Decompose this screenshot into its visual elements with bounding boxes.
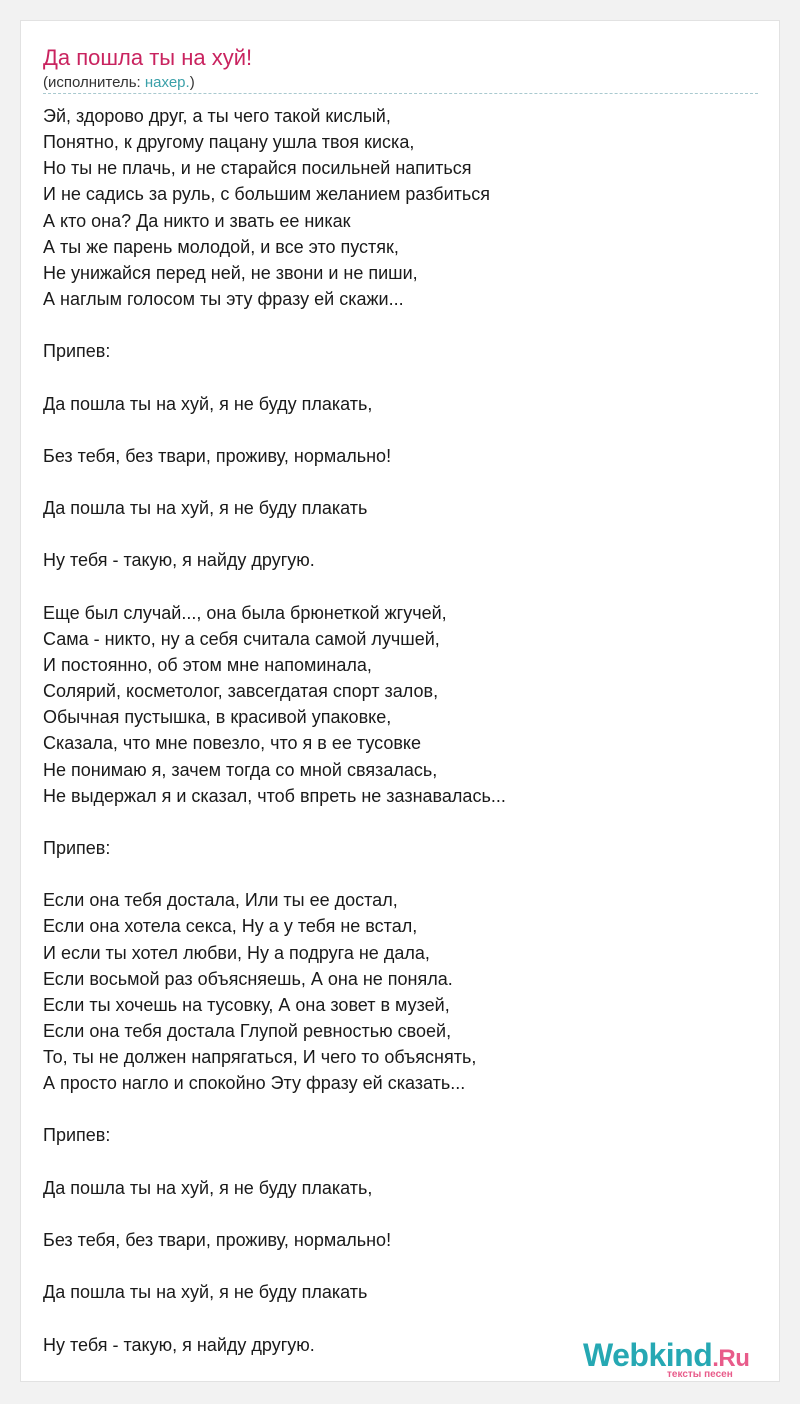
lyric-line: Припев: [43, 341, 111, 362]
title-divider [43, 93, 758, 94]
lyric-line: Обычная пустышка, в красивой упаковке, [43, 707, 392, 728]
lyric-line: А кто она? Да никто и звать ее никак [43, 210, 351, 231]
lyric-line: Понятно, к другому пацану ушла твоя киска, [43, 132, 415, 153]
lyric-gap [43, 1305, 743, 1331]
lyrics-card [20, 20, 780, 1382]
lyric-line: Без тебя, без твари, проживу, нормально! [43, 445, 392, 466]
lyric-gap [43, 1253, 743, 1279]
lyric-line: Без тебя, без твари, проживу, нормально! [43, 1230, 392, 1251]
lyric-line: А наглым голосом ты эту фразу ей скажи... [43, 288, 404, 309]
lyrics-text [43, 103, 743, 1358]
artist-link[interactable]: нахер. [144, 74, 190, 91]
lyric-line: Эй, здорово друг, а ты чего такой кислый, [43, 106, 391, 126]
lyric-line: А просто нагло и спокойно Эту фразу ей сказать... [43, 1073, 466, 1094]
lyric-gap [43, 1149, 743, 1175]
lyric-gap [43, 521, 743, 547]
lyric-line: Сама - никто, ну а себя считала самой лучшей, [43, 628, 440, 649]
lyric-line: Да пошла ты на хуй, я не буду плакать, [43, 393, 373, 414]
lyric-line: Но ты не плачь, и не старайся посильней напиться [43, 158, 472, 179]
lyric-line: Ну тебя - такую, я найду другую. [43, 1334, 315, 1355]
lyric-line: Сказала, что мне повезло, что я в ее тусовке [43, 733, 421, 754]
lyric-line: То, ты не должен напрягаться, И чего то объяснять, [43, 1047, 477, 1068]
lyric-line: Солярий, косметолог, завсегдатая спорт залов, [43, 681, 439, 702]
lyric-gap [43, 809, 743, 835]
lyric-line: Если ты хочешь на тусовку, А она зовет в музей, [43, 994, 450, 1015]
lyric-line: Припев: [43, 1125, 111, 1146]
artist-prefix: (исполнитель: [43, 74, 145, 91]
song-title: Да пошла ты на хуй! [43, 45, 253, 70]
lyric-gap [43, 574, 743, 600]
lyric-line: Да пошла ты на хуй, я не буду плакать [43, 1282, 368, 1303]
lyric-line: Да пошла ты на хуй, я не буду плакать, [43, 1177, 373, 1198]
lyric-line: Если она тебя достала Глупой ревностью своей, [43, 1020, 452, 1041]
lyric-line: И постоянно, об этом мне напоминала, [43, 654, 372, 675]
lyric-line: Не выдержал я и сказал, чтоб впреть не зазнавалась... [43, 785, 506, 806]
lyric-line: Еще был случай..., она была брюнеткой жгучей, [43, 602, 447, 623]
artist-line [43, 73, 195, 93]
lyric-gap [43, 1096, 743, 1122]
logo-tld: .Ru [712, 1345, 750, 1372]
lyric-gap [43, 861, 743, 887]
lyric-gap [43, 1201, 743, 1227]
lyric-line: Не понимаю я, зачем тогда со мной связалась, [43, 759, 438, 780]
lyric-line: Не унижайся перед ней, не звони и не пиши, [43, 262, 418, 283]
logo-main-text: Webkind [583, 1337, 713, 1373]
lyric-line: Припев: [43, 837, 111, 858]
lyric-line: И не садись за руль, с большим желанием разбиться [43, 184, 491, 205]
lyric-gap [43, 312, 743, 338]
lyric-line: Если она хотела секса, Ну а у тебя не встал, [43, 916, 418, 937]
lyric-gap [43, 417, 743, 443]
lyric-gap [43, 469, 743, 495]
lyric-line: Да пошла ты на хуй, я не буду плакать [43, 498, 368, 519]
lyric-line: Ну тебя - такую, я найду другую. [43, 550, 315, 571]
site-logo[interactable] [583, 1337, 778, 1379]
logo-tagline: тексты песен [667, 1369, 733, 1380]
lyric-line: И если ты хотел любви, Ну а подруга не дала, [43, 942, 430, 963]
artist-suffix: ) [189, 74, 195, 91]
lyric-line: А ты же парень молодой, и все это пустяк, [43, 236, 399, 257]
lyric-line: Если она тебя достала, Или ты ее достал, [43, 890, 398, 911]
lyric-gap [43, 364, 743, 390]
lyric-line: Если восьмой раз объясняешь, А она не поняла. [43, 968, 453, 989]
